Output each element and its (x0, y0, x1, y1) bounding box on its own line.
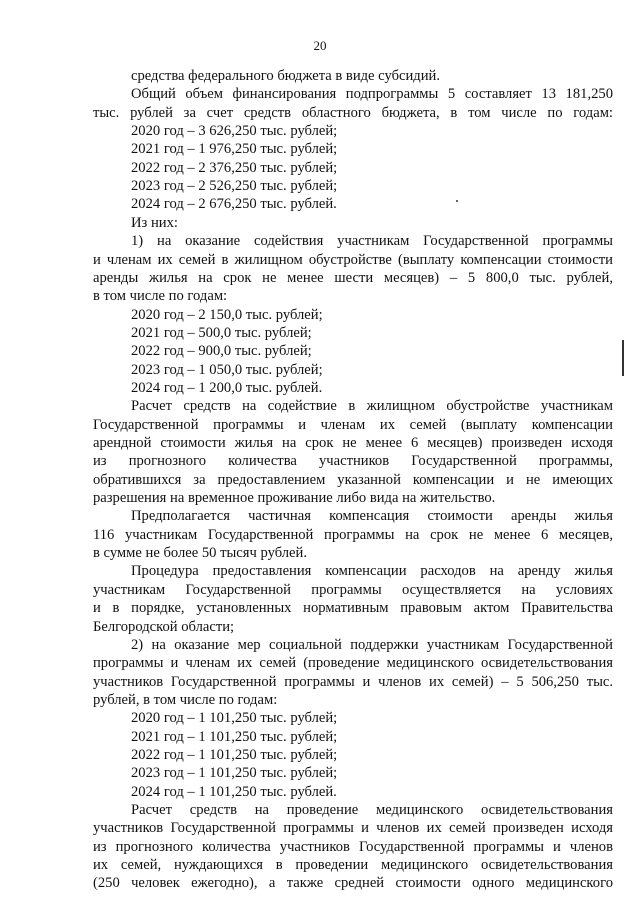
text-line: и членам их семей в жилищном обустройстве (выплату компенсации стоимости (93, 251, 613, 268)
text-line: участников Государственной программы и членов их семей) – 5 506,250 тыс. (93, 673, 613, 690)
text-line: из прогнозного количества участников Государственной программы и членов (93, 838, 613, 855)
text-line: 2024 год – 1 101,250 тыс. рублей. (131, 783, 337, 800)
text-line: участникам Государственной программы осуществляется на условиях (93, 581, 613, 598)
text-line: Белгородской области; (93, 618, 235, 635)
scan-speck (456, 200, 458, 202)
text-line: в сумме не более 50 тысяч рублей. (93, 545, 307, 562)
text-line: Расчет средств на проведение медицинского освидетельствования (131, 802, 613, 818)
text-line: программы и членам их семей (проведение медицинского освидетельствования (93, 655, 613, 672)
text-line: (250 человек ежегодно), а также средней стоимости одного медицинского (93, 875, 613, 892)
text-line: Расчет средств на содействие в жилищном обустройстве участникам (131, 398, 613, 415)
text-line: 2021 год – 500,0 тыс. рублей; (131, 324, 312, 341)
text-line: в том числе по годам: (93, 288, 228, 305)
text-line: тыс. рублей за счет средств областного бюджета, в том числе по годам: (93, 104, 613, 121)
text-line: их семей, нуждающихся в проведении медицинского освидетельствования (93, 857, 613, 874)
text-line: аренды жилья на срок не менее шести месяцев) – 5 800,0 тыс. рублей, (93, 269, 613, 286)
text-line: 2023 год – 1 101,250 тыс. рублей; (131, 765, 338, 782)
text-line: Предполагается частичная компенсация стоимости аренды жилья (131, 508, 613, 525)
text-line: 2021 год – 1 101,250 тыс. рублей; (131, 728, 338, 745)
page-number: 20 (313, 38, 327, 53)
text-line: 2) на оказание мер социальной поддержки участникам Государственной (131, 636, 613, 653)
text-line: 2023 год – 2 526,250 тыс. рублей; (131, 178, 338, 195)
text-line: 1) на оказание содействия участникам Государственной программы (131, 233, 613, 250)
text-line: арендной стоимости жилья на срок не менее 6 месяцев) произведен исходя (93, 435, 613, 451)
text-line: рублей, в том числе по годам: (93, 691, 278, 708)
text-line: разрешения на временное проживание либо вида на жительство. (93, 490, 496, 507)
text-line: из прогнозного количества участников Государственной программы, (93, 453, 613, 470)
text-line: 116 участникам Государственной программы на срок не менее 6 месяцев, (93, 526, 613, 543)
text-line: 2024 год – 1 200,0 тыс. рублей. (131, 379, 323, 396)
text-line: 2022 год – 1 101,250 тыс. рублей; (131, 746, 338, 763)
text-line: Из них: (131, 214, 178, 231)
text-line: обратившихся за предоставлением указанной компенсации и не имеющих (93, 471, 613, 488)
text-line: участников Государственной программы и членов их семей произведен исходя (93, 820, 613, 837)
text-line: Общий объем финансирования подпрограммы 5 составляет 13 181,250 (131, 86, 613, 103)
text-line: 2023 год – 1 050,0 тыс. рублей; (131, 361, 323, 378)
text-line: 2024 год – 2 676,250 тыс. рублей. (131, 196, 337, 213)
text-line: средства федерального бюджета в виде субсидий. (131, 68, 440, 84)
scan-margin-mark (622, 340, 624, 376)
text-line: и в порядке, установленных нормативным правовым актом Правительства (93, 600, 613, 617)
text-line: 2020 год – 1 101,250 тыс. рублей; (131, 710, 338, 727)
text-line: 2021 год – 1 976,250 тыс. рублей; (131, 141, 338, 158)
text-line: 2022 год – 2 376,250 тыс. рублей; (131, 159, 338, 176)
text-line: Процедура предоставления компенсации расходов на аренду жилья (131, 563, 613, 580)
text-line: 2022 год – 900,0 тыс. рублей; (131, 343, 312, 360)
text-line: 2020 год – 2 150,0 тыс. рублей; (131, 306, 323, 323)
text-line: Государственной программы и членам их семей (выплату компенсации (93, 416, 613, 433)
text-line: 2020 год – 3 626,250 тыс. рублей; (131, 123, 338, 140)
